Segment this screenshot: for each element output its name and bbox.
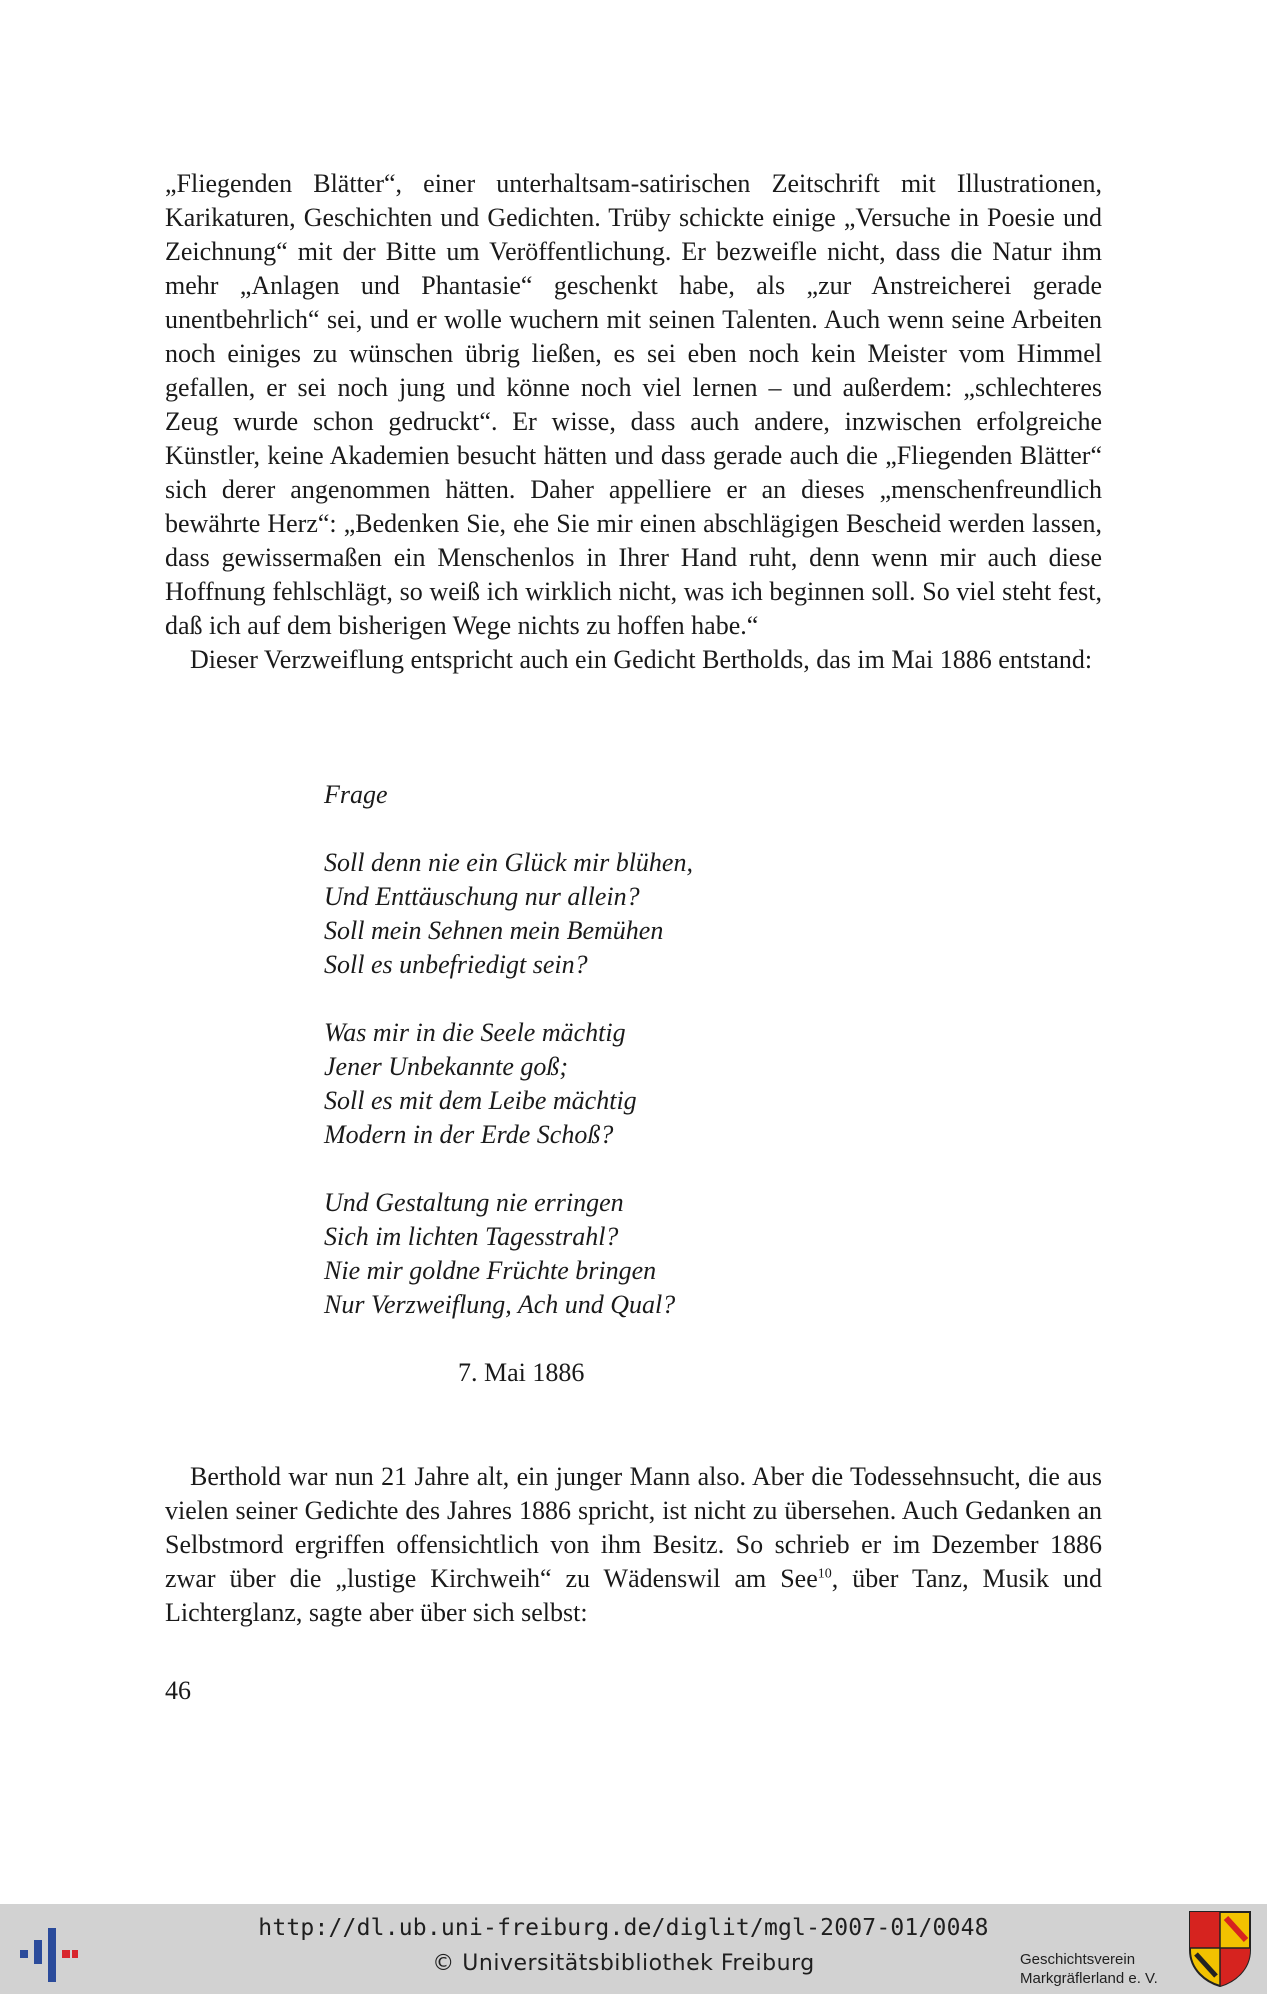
poem-line: Und Gestaltung nie erringen xyxy=(324,1188,624,1217)
ub-freiburg-logo-icon[interactable] xyxy=(18,1926,80,1984)
poem-line: Nur Verzweiflung, Ach und Qual? xyxy=(324,1290,676,1319)
poem-line: Nie mir goldne Früchte bringen xyxy=(324,1256,657,1285)
permalink-url[interactable]: http://dl.ub.uni-freiburg.de/diglit/mgl-2007-01/0048 xyxy=(258,1915,989,1941)
poem-stanza xyxy=(324,846,924,982)
society-name xyxy=(1020,1950,1158,1988)
poem xyxy=(324,778,924,1322)
poem-line: Jener Unbekannte goß; xyxy=(324,1052,569,1081)
page-number: 46 xyxy=(165,1676,191,1705)
footer-info xyxy=(240,1910,1007,1982)
poem-line: Soll es mit dem Leibe mächtig xyxy=(324,1086,637,1115)
paragraph-text: , über Tanz, Musik und Lichterglanz, sagte aber über sich selbst: xyxy=(165,1564,1102,1627)
footnote-marker: 10 xyxy=(817,1566,832,1582)
body-paragraph: Dieser Verzweiflung entspricht auch ein Gedicht Bertholds, das im Mai 1886 entstand: xyxy=(190,645,1093,674)
poem-line: Und Enttäuschung nur allein? xyxy=(324,882,640,911)
poem-stanza xyxy=(324,1016,924,1152)
paragraph-text: Berthold war nun 21 Jahre alt, ein junger Mann also. Aber die Todessehnsucht, die aus vielen seiner Gedichte des Jahres 1886 spricht, ist nicht zu übersehen. Auch Gedanken an Selbstmord ergriffen offensichtlich von ihm Besitz. So schrieb er im Dezember 1886 zwar über die „lustige Kirchweih“ zu Wädenswil am See xyxy=(165,1462,1102,1593)
body-text-lower xyxy=(165,1460,1102,1630)
poem-stanza xyxy=(324,1186,924,1322)
poem-line: Sich im lichten Tagesstrahl? xyxy=(324,1222,619,1251)
poem-line: Modern in der Erde Schoß? xyxy=(324,1120,614,1149)
body-text-upper xyxy=(165,167,1102,677)
society-name-line: Markgräflerland e. V. xyxy=(1020,1970,1158,1987)
body-paragraph xyxy=(165,1460,1102,1630)
viewer-footer xyxy=(0,1904,1267,1994)
poem-line: Soll es unbefriedigt sein? xyxy=(324,950,588,979)
copyright-notice: © Universitätsbibliothek Freiburg xyxy=(432,1951,815,1976)
poem-date: 7. Mai 1886 xyxy=(458,1358,585,1387)
poem-line: Soll denn nie ein Glück mir blühen, xyxy=(324,848,693,877)
poem-line: Was mir in die Seele mächtig xyxy=(324,1018,626,1047)
body-paragraph: „Fliegenden Blätter“, einer unterhaltsam-satirischen Zeitschrift mit Illustrationen, Karikaturen, Geschichten und Gedichten. Trüby schickte einige „Versuche in Poesie und Zeichnung“ mit der Bitte um Veröffentlichung. Er bezweifle nicht, dass die Natur ihm mehr „Anlagen und Phantasie“ geschenkt habe, als „zur Anstreicherei gerade unentbehrlich“ sei, und er wolle wuchern mit seinen Talenten. Auch wenn seine Arbeiten noch einiges zu wünschen übrig ließen, es sei eben noch kein Meister vom Himmel gefallen, er sei noch jung und könne noch viel lernen – und außerdem: „schlechteres Zeug wurde schon gedruckt“. Er wisse, dass auch andere, inzwischen erfolgreiche Künstler, keine Akademien besucht hätten und dass gerade auch die „Fliegenden Blätter“ sich derer angenommen hätten. Daher appelliere er an dieses „menschenfreundlich bewährte Herz“: „Bedenken Sie, ehe Sie mir einen abschlägigen Bescheid werden lassen, dass gewissermaßen ein Menschenlos in Ihrer Hand ruht, denn wenn mir auch diese Hoffnung fehlschlägt, so weiß ich wirklich nicht, was ich beginnen soll. So viel steht fest, daß ich auf dem bisherigen Wege nichts zu hoffen habe.“ xyxy=(165,169,1102,640)
coat-of-arms-icon[interactable] xyxy=(1188,1910,1252,1988)
poem-line: Soll mein Sehnen mein Bemühen xyxy=(324,916,664,945)
society-name-line: Geschichtsverein xyxy=(1020,1951,1136,1968)
poem-title: Frage xyxy=(324,780,388,809)
